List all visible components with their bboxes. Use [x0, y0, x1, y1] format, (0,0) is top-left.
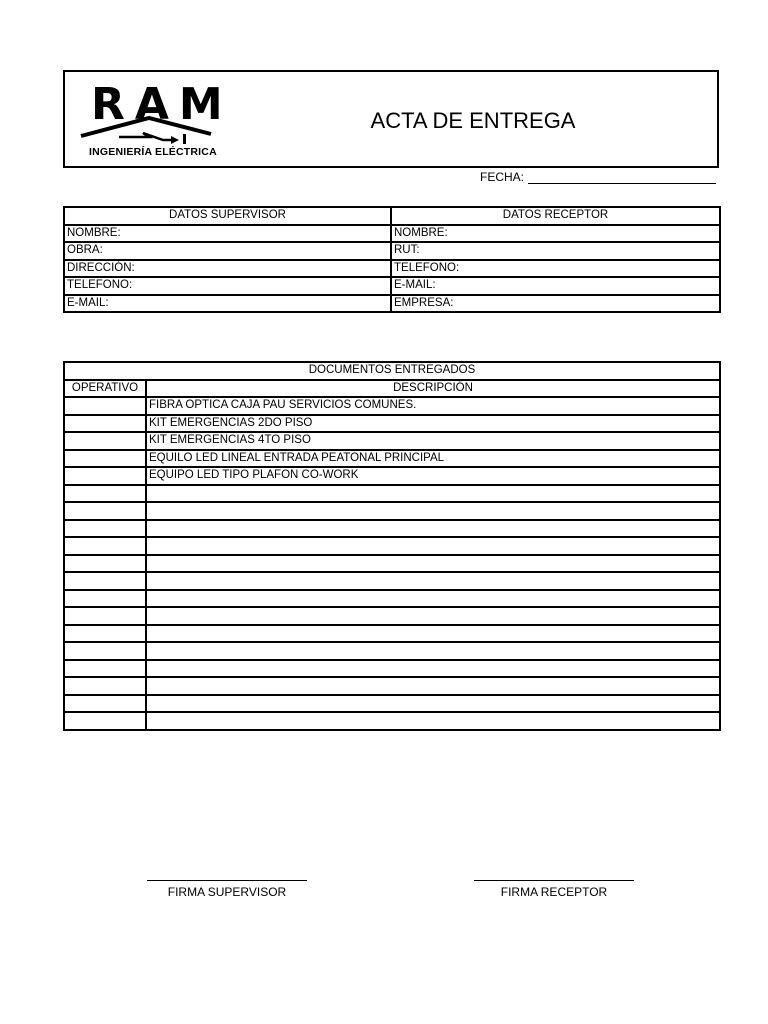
table-row [64, 502, 720, 520]
datos-row [64, 260, 720, 278]
fecha-field [480, 170, 716, 184]
table-row [64, 642, 720, 660]
descripcion-cell [146, 677, 720, 695]
documentos-title-row [64, 362, 720, 380]
documentos-table [63, 361, 721, 731]
descripcion-cell [146, 537, 720, 555]
operativo-cell [64, 607, 146, 625]
table-row [64, 607, 720, 625]
datos-supervisor-header: DATOS SUPERVISOR [64, 207, 391, 225]
table-row [64, 450, 720, 468]
operativo-cell [64, 415, 146, 433]
logo-text: RAM [91, 79, 233, 130]
descripcion-cell: EQUILO LED LINEAL ENTRADA PEATONAL PRINCIPAL [146, 450, 720, 468]
table-row [64, 677, 720, 695]
table-row [64, 555, 720, 573]
col-operativo-header: OPERATIVO [64, 380, 146, 398]
descripcion-cell [146, 572, 720, 590]
table-row [64, 467, 720, 485]
operativo-cell [64, 555, 146, 573]
operativo-cell [64, 572, 146, 590]
descripcion-cell: EQUIPO LED TIPO PLAFON CO-WORK [146, 467, 720, 485]
table-row [64, 660, 720, 678]
table-row [64, 712, 720, 730]
descripcion-cell [146, 625, 720, 643]
fecha-blank-line [528, 171, 716, 184]
datos-row [64, 225, 720, 243]
table-row [64, 485, 720, 503]
table-row [64, 590, 720, 608]
descripcion-cell [146, 555, 720, 573]
col-descripcion-header: DESCRIPCIÓN [146, 380, 720, 398]
receptor-field-label: TELEFONO: [391, 260, 720, 278]
header-box [63, 70, 719, 168]
fecha-label: FECHA: [480, 170, 525, 184]
operativo-cell [64, 537, 146, 555]
supervisor-field-label: E-MAIL: [64, 295, 391, 313]
firma-supervisor [147, 880, 307, 899]
operativo-cell [64, 502, 146, 520]
operativo-cell [64, 642, 146, 660]
datos-row [64, 277, 720, 295]
firma-receptor [474, 880, 634, 899]
firma-receptor-label: FIRMA RECEPTOR [500, 885, 608, 899]
operativo-cell [64, 590, 146, 608]
table-row [64, 415, 720, 433]
receptor-field-label: RUT: [391, 242, 720, 260]
descripcion-cell [146, 607, 720, 625]
firma-supervisor-line [147, 880, 307, 881]
descripcion-cell: FIBRA OPTICA CAJA PAU SERVICIOS COMUNES. [146, 397, 720, 415]
table-row [64, 537, 720, 555]
table-row [64, 572, 720, 590]
datos-row [64, 295, 720, 313]
firma-receptor-line [474, 880, 634, 881]
firma-supervisor-label: FIRMA SUPERVISOR [167, 885, 287, 899]
supervisor-field-label: TELEFONO: [64, 277, 391, 295]
datos-header-row [64, 207, 720, 225]
descripcion-cell [146, 485, 720, 503]
descripcion-cell [146, 642, 720, 660]
operativo-cell [64, 432, 146, 450]
supervisor-field-label: OBRA: [64, 242, 391, 260]
operativo-cell [64, 397, 146, 415]
descripcion-cell [146, 520, 720, 538]
operativo-cell [64, 450, 146, 468]
table-row [64, 520, 720, 538]
supervisor-field-label: DIRECCIÓN: [64, 260, 391, 278]
operativo-cell [64, 467, 146, 485]
table-row [64, 695, 720, 713]
datos-table [63, 206, 721, 313]
page-title: ACTA DE ENTREGA [370, 108, 576, 133]
descripcion-cell [146, 695, 720, 713]
receptor-field-label: E-MAIL: [391, 277, 720, 295]
descripcion-cell [146, 590, 720, 608]
receptor-field-label: NOMBRE: [391, 225, 720, 243]
datos-receptor-header: DATOS RECEPTOR [391, 207, 720, 225]
descripcion-cell [146, 660, 720, 678]
logo-subtitle: INGENIERÍA ELÉCTRICA [89, 146, 217, 158]
descripcion-cell [146, 502, 720, 520]
table-row [64, 432, 720, 450]
receptor-field-label: EMPRESA: [391, 295, 720, 313]
operativo-cell [64, 695, 146, 713]
operativo-cell [64, 485, 146, 503]
operativo-cell [64, 520, 146, 538]
operativo-cell [64, 677, 146, 695]
documentos-title: DOCUMENTOS ENTREGADOS [64, 362, 720, 380]
datos-row [64, 242, 720, 260]
descripcion-cell: KIT EMERGENCIAS 2DO PISO [146, 415, 720, 433]
documentos-column-headers [64, 380, 720, 398]
descripcion-cell [146, 712, 720, 730]
descripcion-cell: KIT EMERGENCIAS 4TO PISO [146, 432, 720, 450]
operativo-cell [64, 660, 146, 678]
supervisor-field-label: NOMBRE: [64, 225, 391, 243]
operativo-cell [64, 712, 146, 730]
operativo-cell [64, 625, 146, 643]
table-row [64, 625, 720, 643]
table-row [64, 397, 720, 415]
